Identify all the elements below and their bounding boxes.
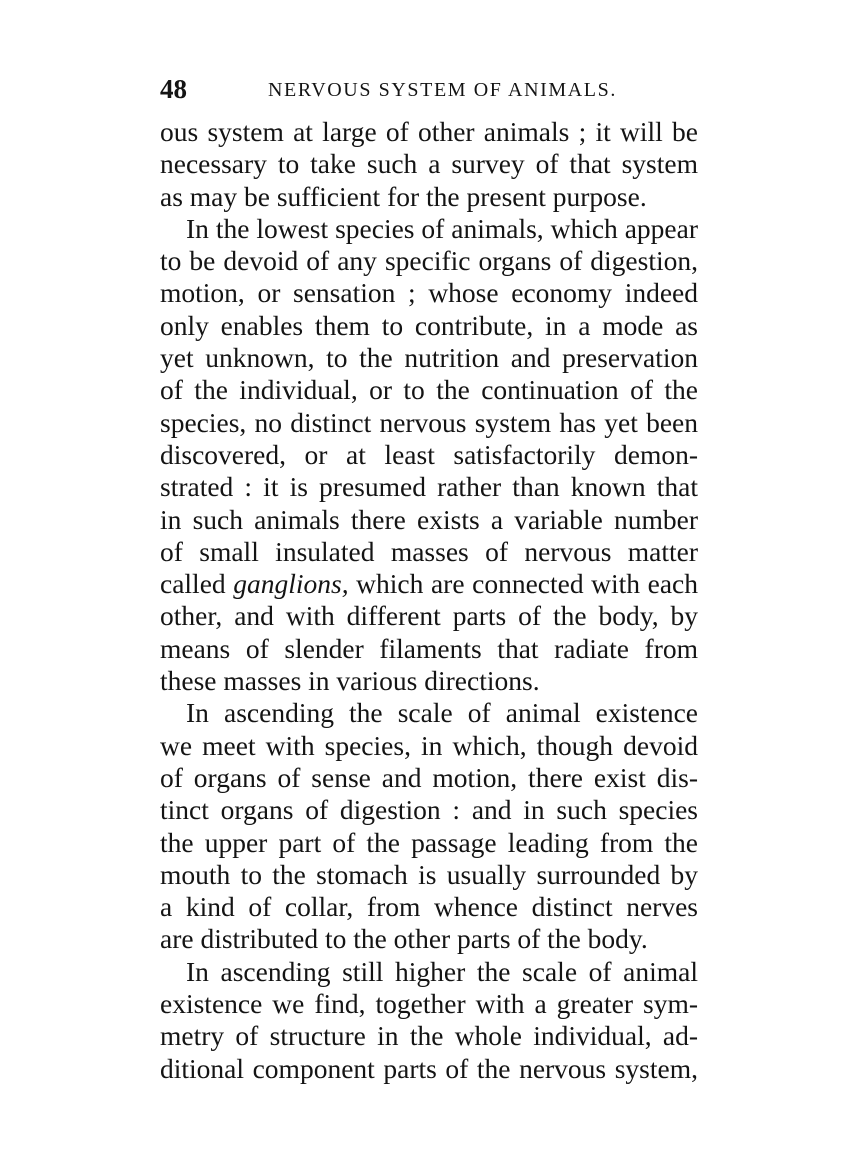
text-line: these masses in various directions.: [160, 665, 540, 697]
text-line-with-italic: [160, 568, 698, 600]
text-line: strated : it is presumed rather than known that: [160, 471, 698, 503]
body-text: [160, 116, 698, 1085]
text-line: tinct organs of digestion : and in such species: [160, 794, 698, 826]
text-line: mouth to the stomach is usually surrounded by: [160, 858, 698, 890]
text-line: metry of structure in the whole individual, ad-: [160, 1020, 698, 1052]
text-line: are distributed to the other parts of the body.: [160, 923, 648, 955]
text-line: as may be sufficient for the present purpose.: [160, 180, 647, 212]
text-line: a kind of collar, from whence distinct nerves: [160, 891, 698, 923]
italic-term: ganglions,: [233, 568, 349, 600]
text-line: of small insulated masses of nervous matter: [160, 535, 698, 567]
text-line: In the lowest species of animals, which appear: [186, 212, 698, 244]
text-line: of the individual, or to the continuation of the: [160, 374, 698, 406]
text-line: motion, or sensation ; whose economy indeed: [160, 277, 698, 309]
text-line: necessary to take such a survey of that system: [160, 148, 698, 180]
text-line: species, no distinct nervous system has yet been: [160, 406, 698, 438]
text-fragment: called: [160, 568, 234, 600]
text-line: of organs of sense and motion, there exist dis-: [160, 761, 698, 793]
text-line: ous system at large of other animals ; it will be: [160, 116, 698, 147]
text-line: only enables them to contribute, in a mode as: [160, 309, 698, 341]
text-line: we meet with species, in which, though devoid: [160, 729, 698, 761]
page-header: [160, 74, 700, 104]
text-line: other, and with different parts of the body, by: [160, 600, 698, 632]
text-line: in such animals there exists a variable number: [160, 503, 698, 535]
text-line: means of slender filaments that radiate from: [160, 632, 698, 664]
text-line: yet unknown, to the nutrition and preservation: [160, 342, 698, 374]
text-line: In ascending the scale of animal existence: [186, 697, 698, 729]
text-line: existence we find, together with a greater sym-: [160, 988, 698, 1020]
text-line: to be devoid of any specific organs of digestion,: [160, 245, 698, 277]
page-number: 48: [160, 74, 187, 104]
running-head: NERVOUS SYSTEM OF ANIMALS.: [268, 79, 617, 101]
text-line: the upper part of the passage leading from the: [160, 826, 698, 858]
text-line: In ascending still higher the scale of animal: [186, 955, 698, 987]
text-line: ditional component parts of the nervous system,: [160, 1052, 698, 1084]
text-line: discovered, or at least satisfactorily demon-: [160, 438, 698, 470]
text-fragment: which are connected with each: [348, 568, 698, 600]
